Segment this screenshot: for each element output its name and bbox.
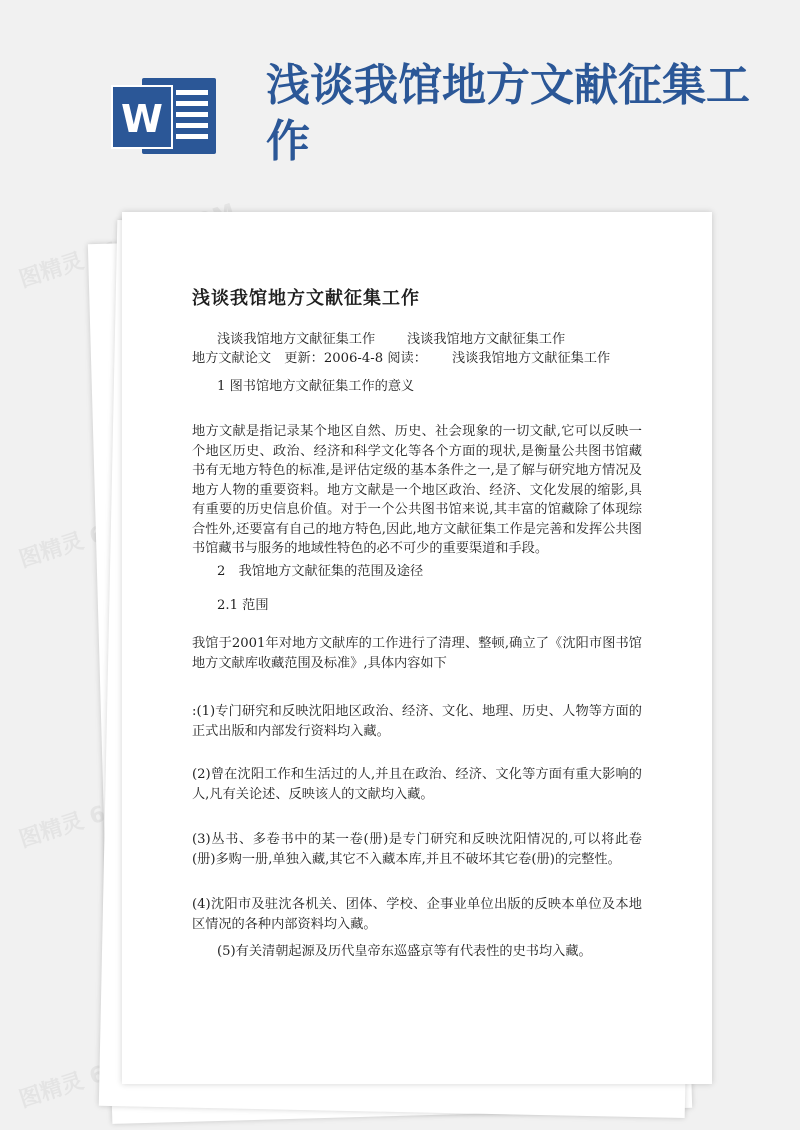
paragraph: 地方文献是指记录某个地区自然、历史、社会现象的一切文献,它可以反映一个地区历史、政治、经济和科学文化等各个方面的现状,是衡量公共图书馆藏书有无地方特色的标准,是评估定级的基本条件之一,是了解与研究地方情况及地方人物的重要资料。地方文献是一个地区政治、经济、文化发展的缩影,具有重要的历史信息价值。对于一个公共图书馆来说,其丰富的馆藏除了体现综合性外,还要富有自己的地方特色,因此,地方文献征集工作是完善和发挥公共图书馆藏书与服务的地域性特色的必不可少的重要渠道和手段。 [192,424,642,556]
subsection-heading: 2.1 范围 [217,598,269,613]
paragraph: 我馆于2001年对地方文献库的工作进行了清理、整顿,确立了《沈阳市图书馆地方文献库收藏范围及标准》,具体内容如下 [192,636,642,671]
document-page [122,212,712,1084]
document-title: 浅谈我馆地方文献征集工作 [192,288,420,309]
word-document-icon [110,70,220,160]
list-item: (4)沈阳市及驻沈各机关、团体、学校、企事业单位出版的反映本单位及本地区情况的各种内部资料均入藏。 [192,897,642,932]
section-heading: 1 图书馆地方文献征集工作的意义 [217,379,415,394]
section-heading: 2 我馆地方文献征集的范围及途径 [217,564,424,579]
word-letter: W [121,97,163,141]
watermark: 图精灵 [16,808,87,853]
meta-text: 浅谈我馆地方文献征集工作 [407,332,566,347]
list-item: (2)曾在沈阳工作和生活过的人,并且在政治、经济、文化等方面有重大影响的人,凡有关论述、反映该人的文献均入藏。 [192,767,642,802]
meta-text: 浅谈我馆地方文献征集工作 [217,332,376,347]
list-item: :(1)专门研究和反映沈阳地区政治、经济、文化、地理、历史、人物等方面的正式出版和内部发行资料均入藏。 [192,704,642,739]
list-item: (3)丛书、多卷书中的某一卷(册)是专门研究和反映沈阳情况的,可以将此卷(册)多购一册,单独入藏,其它不入藏本库,并且不破坏其它卷(册)的完整性。 [192,832,642,867]
watermark: 图精灵 [16,528,87,573]
watermark: 图精灵 [16,1068,87,1113]
meta-text: 浅谈我馆地方文献征集工作 [452,351,611,366]
list-item: (5)有关清朝起源及历代皇帝东巡盛京等有代表性的史书均入藏。 [217,944,592,959]
meta-update: 地方文献论文 更新：2006-4-8 阅读： [192,351,427,366]
watermark: 图精灵 [16,248,87,293]
page-title: 浅谈我馆地方文献征集工作 [266,60,750,167]
